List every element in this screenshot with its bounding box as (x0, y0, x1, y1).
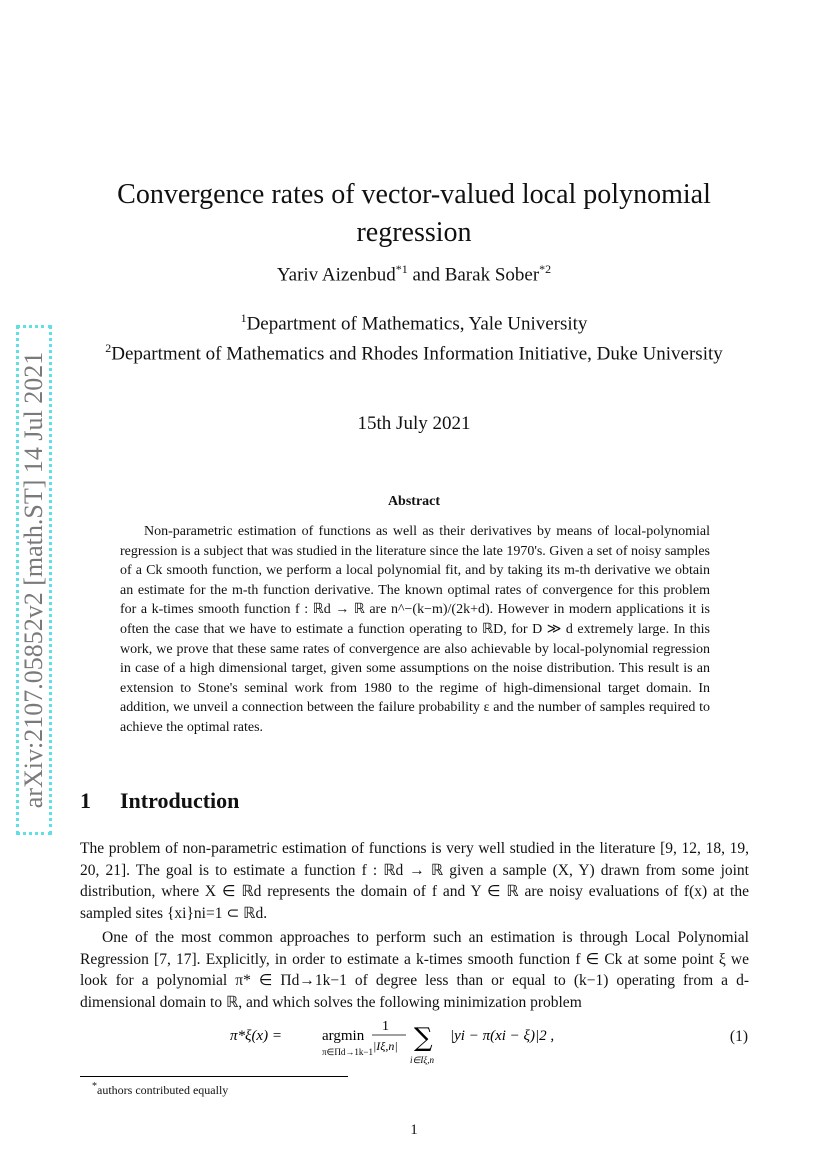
author-1: Yariv Aizenbud (276, 264, 396, 286)
section-number: 1 (80, 788, 91, 813)
affiliation-1-text: Department of Mathematics, Yale University (246, 313, 588, 335)
affiliation-2-text: Department of Mathematics and Rhodes Information Initiative, Duke University (111, 343, 723, 365)
eq-frac-num: 1 (382, 1020, 389, 1034)
paper-title: Convergence rates of vector-valued local polynomial regression (117, 179, 711, 248)
eq-argmin-sub: π∈Πd→1k−1 (322, 1047, 373, 1057)
eq-frac-den: |Iξ,n| (373, 1039, 398, 1053)
author-line (0, 262, 828, 286)
author-and: and (407, 264, 445, 286)
author-2-mark: *2 (539, 262, 552, 276)
arxiv-sidebar (16, 325, 52, 835)
affiliation-1-mark: 1 (240, 311, 247, 325)
equation-1 (230, 1020, 610, 1070)
abstract-heading: Abstract (387, 494, 441, 509)
author-2: Barak Sober (444, 264, 540, 286)
eq-lhs: π*ξ(x) = (230, 1028, 282, 1044)
affiliation-2-mark: 2 (105, 341, 112, 356)
author-1-mark: *1 (395, 262, 408, 276)
eq-summand: |yi − π(xi − ξ)|2 , (450, 1028, 555, 1044)
affiliations (90, 306, 738, 367)
intro-paragraph-2: One of the most common approaches to perform such an estimation is through Local Polynomial Regression [7, 17]. Explicitly, in order to estimate a k-times smooth function f ∈ Ck at some point ξ we look for a polynomial π* ∈ Πd→1k−1 of degree less than or equal to (k−1) operating from a d-dimensional domain to ℝ, and which solves the following minimization problem (80, 929, 749, 1011)
abstract-text: Non-parametric estimation of functions as well as their derivatives by means of local-polynomial regression is a subject that was studied in the literature since the late 1970's. Given a set of noisy samples of a Ck smooth function, we perform a local polynomial fit, and by taking its m-th derivative we obtain an estimate for the m-th function derivative. The known optimal rates of convergence for this problem for a k-times smooth function f : ℝd → ℝ are n^−(k−m)/(2k+d). However in modern applications it is often the case that we have to estimate a function operating to ℝD, for D ≫ d extremely large. In this work, we prove that these same rates of convergence are also achievable by local-polynomial regression in case of a high dimensional target, given some assumptions on the noise distribution. This result is an extension to Stone's seminal work from 1980 to the regime of high-dimensional target domain. In addition, we unveil a connection between the failure probability ε and the number of samples required to achieve the optimal rates. (120, 524, 710, 735)
affiliation-2 (90, 336, 738, 366)
eq-argmin: argmin (322, 1028, 365, 1044)
arxiv-identifier: arXiv:2107.05852v2 [math.ST] 14 Jul 2021 (19, 351, 48, 809)
paper-date: 15th July 2021 (357, 413, 471, 434)
footnote (92, 1081, 228, 1098)
page-number: 1 (410, 1122, 418, 1138)
footnote-text: authors contributed equally (97, 1083, 229, 1097)
affiliation-1 (90, 306, 738, 336)
eq-sum-symbol: ∑ (414, 1023, 433, 1053)
equation-number: (1) (729, 1028, 748, 1045)
footnote-divider (80, 1076, 348, 1077)
intro-paragraph-1: The problem of non-parametric estimation of functions is very well studied in the literature [9, 12, 18, 19, 20, 21]. The goal is to estimate a function f : ℝd → ℝ given a sample (X, Y) drawn from some joint distribution, where X ∈ ℝd represents the domain of f and Y ∈ ℝ are noisy evaluations of f(x) at the sampled sites {xi}ni=1 ⊂ ℝd. (80, 840, 749, 922)
footnote-mark: * (92, 1081, 97, 1092)
eq-sum-sub: i∈Iξ,n (410, 1055, 434, 1065)
section-title: Introduction (120, 788, 240, 813)
section-heading (80, 788, 239, 814)
